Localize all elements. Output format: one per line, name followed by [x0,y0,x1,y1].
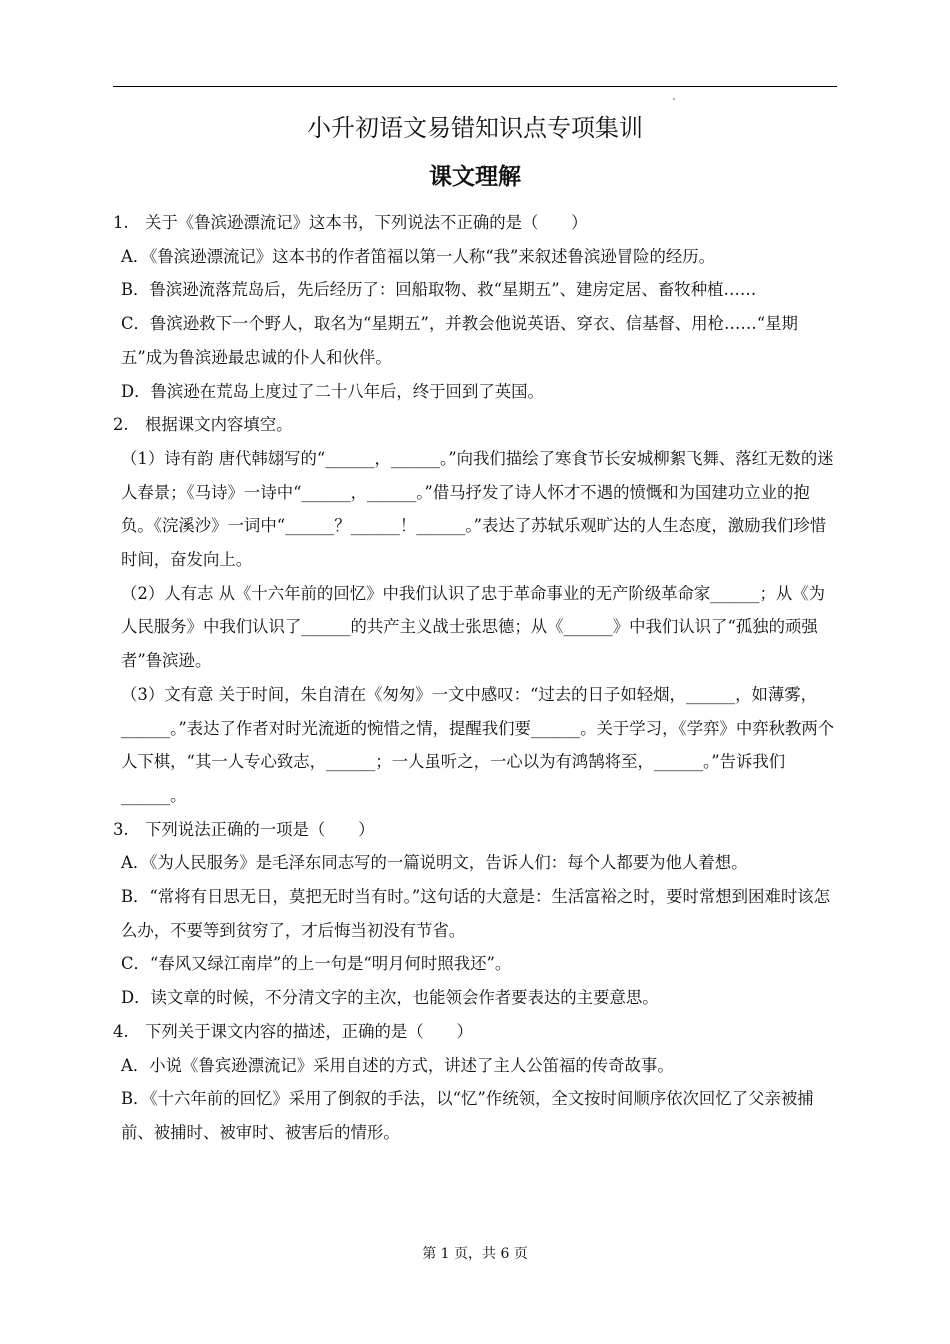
question-3: 3. 下列说法正确的一项是（ ） [113,819,375,839]
q1-option-b: B．鲁滨逊流落荒岛后，先后经历了：回船取物、救“星期五”、建房定居、畜牧种植…… [121,280,757,300]
q3-option-d: D．读文章的时候，不分清文字的主次，也能领会作者要表达的主要意思。 [121,988,659,1008]
q3-option-a: A．《为人民服务》是毛泽东同志写的一篇说明文，告诉人们：每个人都要为他人着想。 [121,853,748,873]
q2-part-2: （2）人有志 从《十六年前的回忆》中我们认识了忠于革命事业的无产阶级革命家______；从《为人民服务》中我们认识了______的共产主义战士张思德；从《______》中我们认识了“孤独的顽强者”鲁滨逊。 [121,583,826,671]
q3-option-b: B．“常将有日思无日，莫把无时当有时。”这句话的大意是：生活富裕之时，要时常想到困难时该怎么办，不要等到贫穷了，才后悔当初没有节省。 [121,887,831,940]
question-1: 1. 关于《鲁滨逊漂流记》这本书，下列说法不正确的是（ ） [113,213,588,232]
page-footer: 第 1 页，共 6 页 [422,1246,528,1262]
header-dot [673,98,675,100]
q1-option-a: A．《鲁滨逊漂流记》这本书的作者笛福以第一人称“我”来叙述鲁滨逊冒险的经历。 [121,246,716,266]
q1-option-c: C．鲁滨逊救下一个野人，取名为“星期五”，并教会他说英语、穿衣、信基督、用枪……“星期五”成为鲁滨逊最忠诚的仆人和伙伴。 [121,314,798,367]
question-2: 2. 根据课文内容填空。 [113,415,293,435]
q1-option-d: D．鲁滨逊在荒岛上度过了二十八年后，终于回到了英国。 [121,381,544,401]
document-title: 小升初语文易错知识点专项集训 [307,114,643,142]
section-title: 课文理解 [429,164,521,190]
question-4: 4. 下列关于课文内容的描述，正确的是（ ） [113,1021,473,1041]
q2-part-1: （1）诗有韵 唐代韩翃写的“______，______。”向我们描绘了寒食节长安城柳絮飞舞、落红无数的迷人春景；《马诗》一诗中“______，______。”借马抒发了诗人怀才不遇的愤慨和为国建功立业的抱负。《浣溪沙》一词中“______？______！______。”表达了苏轼乐观旷达的人生态度，激励我们珍惜时间，奋发向上。 [121,448,834,570]
q4-option-b: B．《十六年前的回忆》采用了倒叙的手法，以“忆”作统领，全文按时间顺序依次回忆了父亲被捕前、被捕时、被审时、被害后的情形。 [121,1089,814,1142]
q3-option-c: C．“春风又绿江南岸”的上一句是“明月何时照我还”。 [121,954,512,974]
header-rule [113,86,837,87]
q2-part-3: （3）文有意 关于时间，朱自清在《匆匆》一文中感叹：“过去的日子如轻烟，______，如薄雾，______。”表达了作者对时光流逝的惋惜之情，提醒我们要______。关于学习，《学弈》中弈秋教两个人下棋，“其一人专心致志，______；一人虽听之，一心以为有鸿鹄将至，______。”告诉我们______。 [121,684,835,805]
q4-option-a: A．小说《鲁宾逊漂流记》采用自述的方式，讲述了主人公笛福的传奇故事。 [121,1055,674,1075]
document-body [113,206,837,1150]
